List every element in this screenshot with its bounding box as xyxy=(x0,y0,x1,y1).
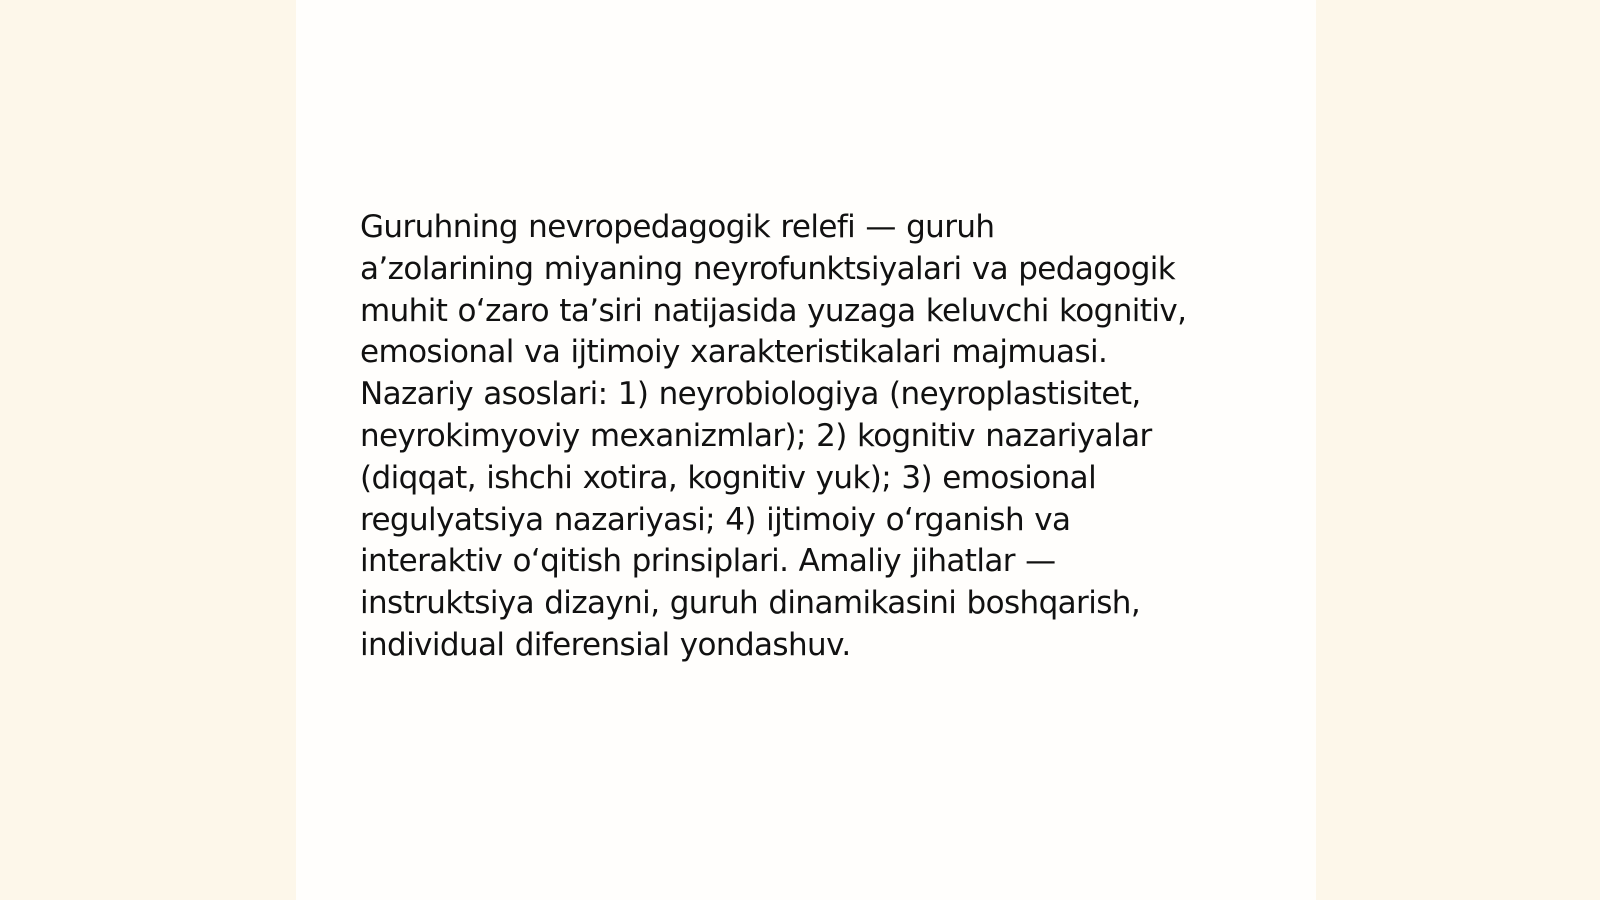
paragraph-line: instruktsiya dizayni, guruh dinamikasini boshqarish, xyxy=(360,585,1141,622)
paragraph-line: individual diferensial yondashuv. xyxy=(360,626,851,663)
paragraph-line: Guruhning nevropedagogik relefi — guruh xyxy=(360,209,995,245)
paragraph-line: a’zolarining miyaning neyrofunktsiyalari va pedagogik xyxy=(360,250,1176,287)
paragraph-line: (diqqat, ishchi xotira, kognitiv yuk); 3) emosional xyxy=(360,459,1097,496)
paragraph-line: muhit o‘zaro ta’siri natijasida yuzaga keluvchi kognitiv, xyxy=(360,292,1187,329)
paragraph-line: Nazariy asoslari: 1) neyrobiologiya (neyroplastisitet, xyxy=(360,376,1141,413)
body-paragraph xyxy=(360,207,1260,667)
paragraph-line: neyrokimyoviy mexanizmlar); 2) kognitiv nazariyalar xyxy=(360,417,1152,454)
document-page xyxy=(296,0,1316,900)
paragraph-line: interaktiv o‘qitish prinsiplari. Amaliy jihatlar — xyxy=(360,543,1056,580)
paragraph-line: regulyatsiya nazariyasi; 4) ijtimoiy o‘rganish va xyxy=(360,501,1071,538)
paragraph-line: emosional va ijtimoiy xarakteristikalari majmuasi. xyxy=(360,334,1108,371)
